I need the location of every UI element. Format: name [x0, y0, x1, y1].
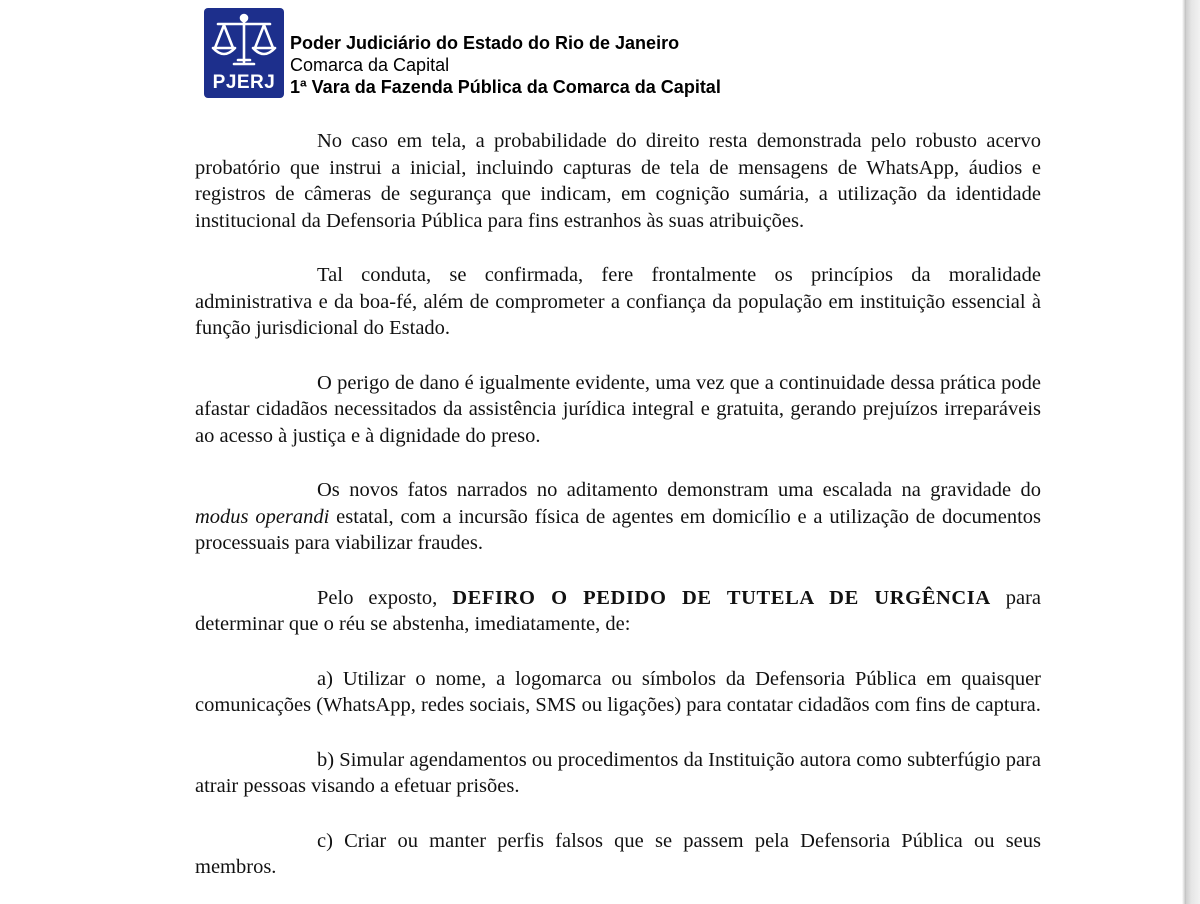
- decision-body: [195, 128, 1041, 904]
- court-name: Poder Judiciário do Estado do Rio de Janeiro: [290, 33, 680, 53]
- letterhead-text: [290, 32, 721, 98]
- ruling-intro: Pelo exposto,: [317, 586, 438, 609]
- district-name: Comarca da Capital: [290, 55, 450, 75]
- ruling-decision: DEFIRO O PEDIDO DE TUTELA DE URGÊNCIA: [452, 586, 991, 609]
- paragraph-probability: No caso em tela, a probabilidade do direito resta demonstrada pelo robusto acervo probatório que instrui a inicial, incluindo capturas de tela de mensagens de WhatsApp, áudios e registros de câmeras de segurança que indicam, em cognição sumária, a utilização da identidade institucional da Defensoria Pública para fins estranhos às suas atribuições.: [195, 130, 1041, 232]
- order-item-c: c) Criar ou manter perfis falsos que se passem pela Defensoria Pública ou seus membros.: [195, 829, 1041, 878]
- order-item-a: a) Utilizar o nome, a logomarca ou símbolos da Defensoria Pública em quaisquer comunicações (WhatsApp, redes sociais, SMS ou ligações) para contatar cidadãos com fins de captura.: [195, 667, 1041, 716]
- order-item-b: b) Simular agendamentos ou procedimentos da Instituição autora como subterfúgio para atrair pessoas visando a efetuar prisões.: [195, 748, 1041, 797]
- paragraph-new-facts: [195, 477, 1041, 557]
- paragraph-ruling: [195, 585, 1041, 638]
- ruling-rest: para determinar que o réu se abstenha, imediatamente, de:: [195, 586, 1042, 635]
- new-facts-text-end: estatal, com a incursão física de agentes em domicílio e a utilização de documentos processuais para viabilizar fraudes.: [195, 505, 1042, 554]
- page-edge: [1186, 0, 1200, 904]
- paragraph-conduct: Tal conduta, se confirmada, fere frontalmente os princípios da moralidade administrativa e da boa-fé, além de comprometer a confiança da população em instituição essencial à função jurisdicional do Estado.: [195, 264, 1041, 339]
- court-unit: 1ª Vara da Fazenda Pública da Comarca da Capital: [290, 77, 721, 97]
- pjerj-logo: [204, 8, 284, 98]
- new-facts-text-start: Os novos fatos narrados no aditamento demonstram uma escalada na gravidade do: [317, 479, 1041, 501]
- modus-operandi-italic: modus operandi: [195, 505, 330, 528]
- paragraph-danger: O perigo de dano é igualmente evidente, uma vez que a continuidade dessa prática pode afastar cidadãos necessitados da assistência jurídica integral e gratuita, gerando prejuízos irreparáveis ao acesso à justiça e à dignidade do preso.: [195, 371, 1041, 447]
- logo-wordmark: PJERJ: [212, 72, 276, 93]
- scales-of-justice-icon: [204, 8, 284, 72]
